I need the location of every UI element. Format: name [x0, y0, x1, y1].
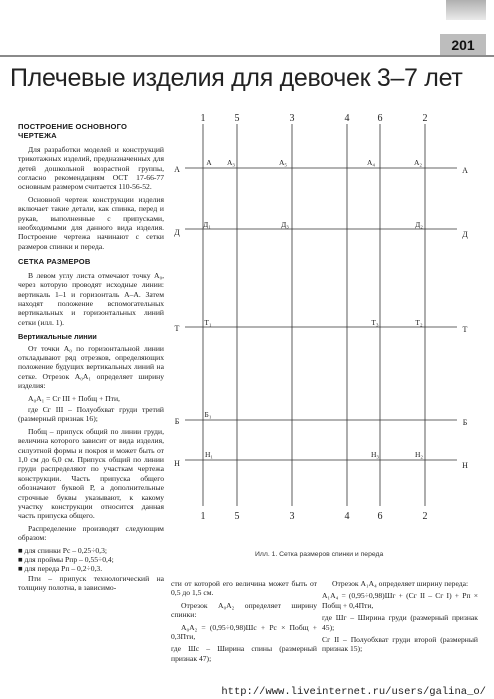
column-label-bottom: 3 [289, 511, 295, 522]
column-label-bottom: 2 [422, 511, 428, 522]
paragraph: Для разработки моделей и конструкций трикотажных изделий, предназначенных для детей дошкольной возрастной группы, согласно рекомендациям ОСТ 17-66-77 основным размером считается 110-56-52. [18, 144, 164, 192]
point-label: Т₁ [204, 318, 212, 327]
point-label: А₄ [366, 158, 376, 167]
point-label: А₅ [278, 158, 288, 167]
row-label-right: Б [462, 418, 468, 427]
point-label: Н₃ [370, 450, 380, 459]
paragraph: Основной чертеж конструкции изделия включает такие детали, как спинка, перед и рукав, выполненные с припусками, необходимыми для данного вида изделия. Построение чертежа начинают с сетки размеров спинки и переда. [18, 194, 164, 251]
paragraph: где Шс – Ширина спины (размерный признак 47); [171, 644, 317, 663]
formula: А₀А₂ = (0,95÷0,98)Шс + Рс × Побщ + 0,3Пти, [171, 622, 317, 642]
paragraph: Распределение производят следующим образом: [18, 523, 164, 543]
row-label-right: А [462, 166, 468, 175]
paragraph: Побщ – припуск общий по линии груди, величина которого зависит от вида изделия, силуэтной формы и покроя и может быть от 1,0 см до 6,0 см. Припуск общий по линии груди распределяют по участкам чертежа конструкции. Часть припуска общего обозначают буквой Р, а дополнительные строчные буквы указывают, к какому участку конструкции относится данная часть припуска общего. [18, 426, 164, 521]
point-label: А₂ [413, 158, 423, 167]
size-grid-diagram [165, 108, 485, 548]
point-label: Н₂ [414, 450, 424, 459]
point-label: Б₁ [204, 410, 212, 419]
paragraph: где Шг – Ширина груди (размерный признак 45); [322, 613, 478, 632]
subheading: Вертикальные линии [18, 332, 97, 342]
point-label: Д₁ [203, 220, 211, 229]
column-label-top: 2 [422, 113, 428, 124]
formula: А₁А₄ = (0,95÷0,98)Шг + (Сг II – Сг I) + Рп × Побщ + 0,4Пти, [322, 591, 478, 610]
paragraph: Отрезок А₀А₂ определяет ширину спинки: [171, 600, 317, 620]
section-heading: СЕТКА РАЗМЕРОВ [18, 257, 91, 267]
left-column [18, 122, 164, 596]
row-label-left: Н [174, 459, 180, 468]
row-label-right: Д [462, 230, 468, 239]
column-label-top: 4 [344, 113, 350, 124]
paragraph: где Сг III – Полуобхват груди третий (размерный признак 16); [18, 404, 164, 424]
page-edge-shadow [446, 0, 486, 20]
paragraph: В левом углу листа отмечают точку А₀, через которую проводят исходные линии: вертикаль 1–1 и горизонталь А–А. Затем находят положение вспомогательных вертикальных и горизонтальных линий сетки (илл. 1). [18, 270, 164, 327]
point-label: Н₁ [204, 450, 214, 459]
point-label: Д₂ [415, 220, 423, 229]
row-label-left: Д [174, 228, 180, 237]
list-item: ■ для спинки Рс – 0,25÷0,3; [18, 545, 107, 555]
column-label-bottom: 6 [377, 511, 383, 522]
column-label-bottom: 5 [234, 511, 240, 522]
point-label: Д₃ [281, 220, 289, 229]
column-label-top: 1 [200, 113, 206, 124]
point-label: Т₃ [371, 318, 379, 327]
row-label-left: А [174, 165, 180, 174]
row-label-right: Н [462, 461, 468, 470]
paragraph: Пти – припуск технологический на толщину полотна, в зависимо- [18, 573, 164, 593]
paragraph: Отрезок А₁А₄ определяет ширину переда: [332, 579, 469, 588]
header-rule [0, 55, 494, 57]
row-label-right: Т [462, 325, 468, 334]
formula: А₀А₁ = Сг III + Побщ + Пти, [28, 393, 120, 403]
column-label-bottom: 1 [200, 511, 206, 522]
paragraph: Сг II – Полуобхват груди второй (размерный признак 15); [322, 635, 478, 654]
figure-caption: Илл. 1. Сетка размеров спинки и переда [255, 551, 384, 558]
row-label-left: Б [174, 417, 180, 426]
point-label: А [206, 158, 212, 167]
page-title: Плечевые изделия для девочек 3–7 лет [10, 64, 463, 92]
list-item: ■ для проймы Рпр – 0,55÷0,4; [18, 555, 114, 565]
paragraph: сти от которой его величина может быть от 0,5 до 1,5 см. [171, 579, 317, 598]
footer-url: http://www.liveinternet.ru/users/galina_o/ [221, 686, 486, 698]
column-label-bottom: 4 [344, 511, 350, 522]
middle-column [171, 579, 317, 666]
paragraph: От точки А₀ по горизонтальной линии откладывают ряд отрезков, определяющих положение будущих вертикальных линий на сетке. Отрезок А₀А₁ определяет ширину изделия: [18, 343, 164, 391]
column-label-top: 6 [377, 113, 383, 124]
point-label: А₃ [226, 158, 236, 167]
right-column [322, 579, 478, 657]
column-label-top: 5 [234, 113, 240, 124]
section-heading: ПОСТРОЕНИЕ ОСНОВНОГО ЧЕРТЕЖА [18, 122, 128, 141]
column-label-top: 3 [289, 113, 295, 124]
list-item: ■ для переда Рп – 0,2÷0,3. [18, 564, 103, 574]
row-label-left: Т [174, 324, 180, 333]
point-label: Т₂ [415, 318, 423, 327]
page-number: 201 [440, 34, 486, 56]
